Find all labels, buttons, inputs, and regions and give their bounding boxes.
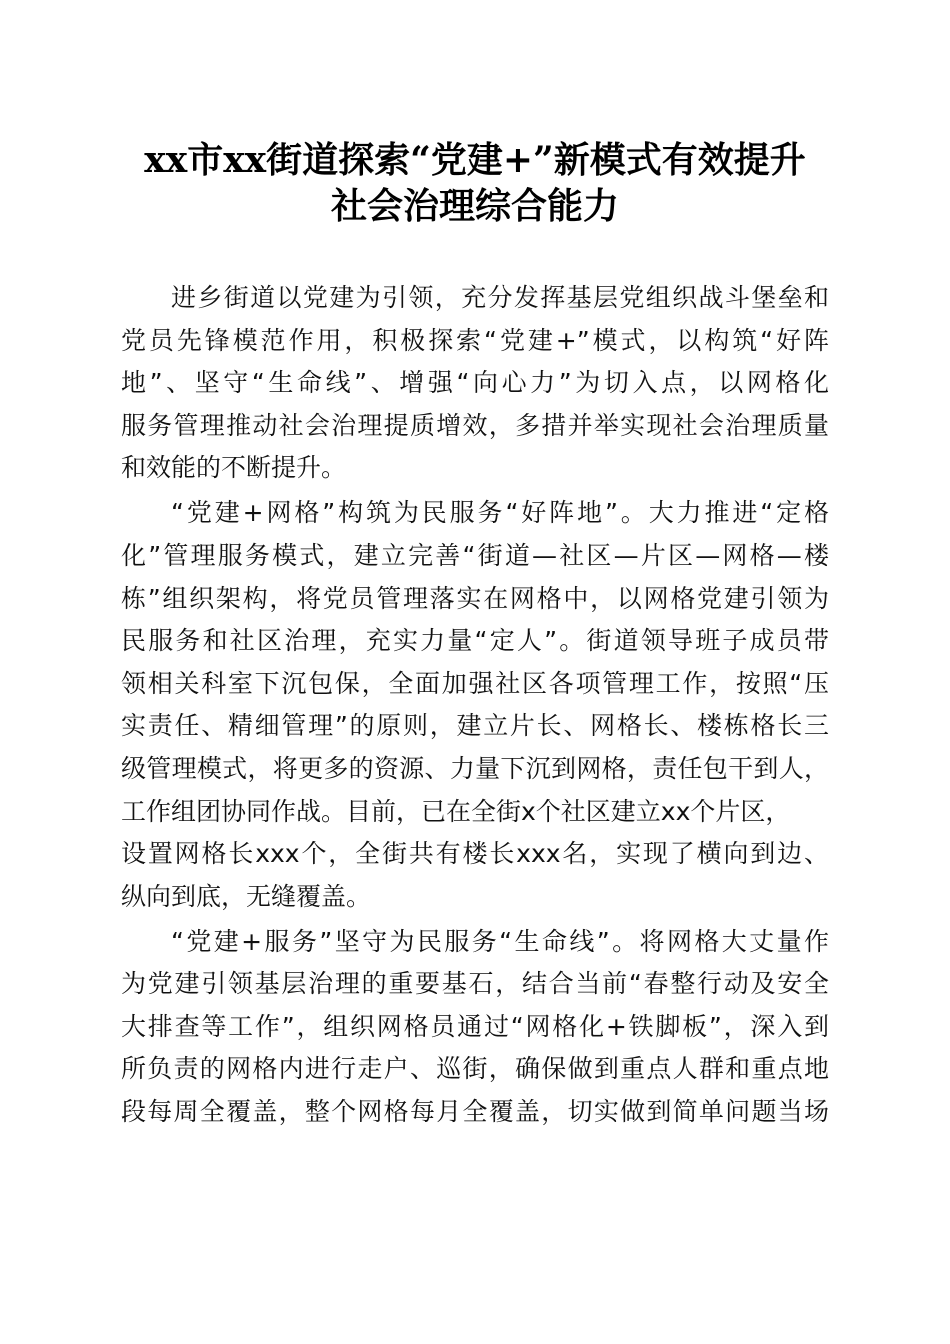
paragraph-line: 栋”组织架构，将党员管理落实在网格中，以网格党建引领为 [121, 583, 829, 613]
paragraph-3 [121, 921, 829, 1134]
paragraph-line: 大排查等工作”，组织网格员通过“网格化+铁脚板”，深入到 [121, 1011, 829, 1041]
paragraph-line: 和效能的不断提升。 [121, 453, 347, 483]
paragraph-line: 纵向到底，无缝覆盖。 [121, 881, 372, 911]
paragraph-line: 所负责的网格内进行走户、巡街，确保做到重点人群和重点地 [121, 1054, 829, 1084]
paragraph-2 [121, 492, 829, 918]
paragraph-line: 为党建引领基层治理的重要基石，结合当前“春整行动及安全 [121, 969, 829, 999]
document-body [121, 277, 829, 1134]
paragraph-line: 地”、坚守“生命线”、增强“向心力”为切入点，以网格化 [121, 368, 829, 398]
document-title-line-1: xx市xx街道探索“党建+”新模式有效提升 [144, 139, 806, 181]
paragraph-line: 级管理模式，将更多的资源、力量下沉到网格，责任包干到人， [121, 753, 829, 783]
paragraph-line: 工作组团协同作战。目前，已在全街x个社区建立xx个片区， [121, 796, 791, 826]
document-title-line-2: 社会治理综合能力 [330, 185, 619, 227]
paragraph-line: 服务管理推动社会治理提质增效，多措并举实现社会治理质量 [121, 410, 829, 440]
paragraph-line: “党建+网格”构筑为民服务“好阵地”。大力推进“定格 [171, 498, 829, 528]
paragraph-line: 领相关科室下沉包保，全面加强社区各项管理工作，按照“压 [121, 668, 829, 698]
paragraph-line: 化”管理服务模式，建立完善“街道—社区—片区—网格—楼 [121, 540, 829, 570]
paragraph-line: 民服务和社区治理，充实力量“定人”。街道领导班子成员带 [121, 626, 829, 656]
paragraph-line: 实责任、精细管理”的原则，建立片长、网格长、楼栋格长三 [121, 711, 829, 741]
paragraph-line: 段每周全覆盖，整个网格每月全覆盖，切实做到简单问题当场 [121, 1097, 829, 1127]
paragraph-line: 党员先锋模范作用，积极探索“党建+”模式，以构筑“好阵 [121, 325, 829, 355]
paragraph-1 [121, 277, 829, 490]
paragraph-line: 设置网格长xxx个，全街共有楼长xxx名，实现了横向到边、 [121, 839, 829, 869]
paragraph-line: 进乡街道以党建为引领，充分发挥基层党组织战斗堡垒和 [171, 283, 829, 312]
paragraph-line: “党建+服务”坚守为民服务“生命线”。将网格大丈量作 [171, 926, 829, 956]
